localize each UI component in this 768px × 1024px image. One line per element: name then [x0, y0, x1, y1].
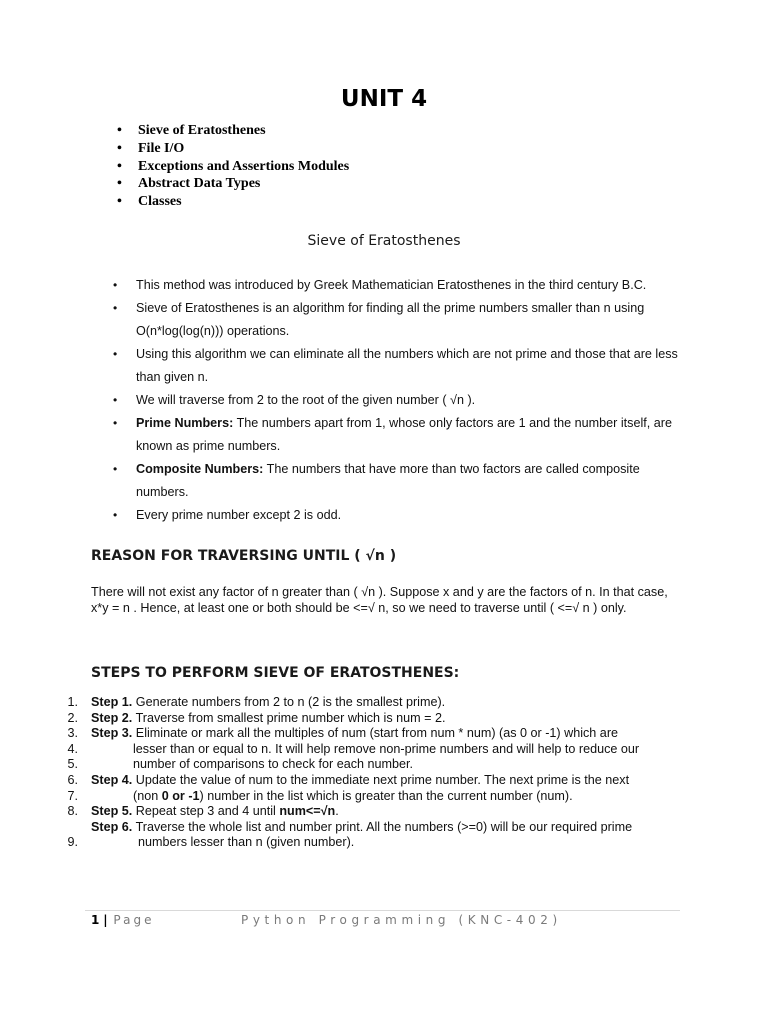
step-number: 6.	[67, 772, 78, 787]
step-row	[0, 695, 768, 711]
step-row	[0, 711, 768, 727]
step-bold-text: num<=√n	[279, 804, 336, 819]
bullet-label: Composite Numbers:	[136, 462, 264, 476]
step-number: 2.	[67, 710, 78, 725]
bullet-item	[110, 412, 690, 458]
page-separator: |	[103, 913, 108, 927]
step-row	[0, 726, 768, 742]
step-label: Step 1.	[91, 695, 133, 709]
step-text: Traverse the whole list and number print. All the numbers (>=0) will be our required prime	[132, 819, 633, 834]
bullet-item: • Every prime number except 2 is odd.	[110, 504, 690, 527]
bullet-label: Prime Numbers:	[136, 416, 234, 430]
step-number: 4.	[67, 741, 78, 756]
step-label: Step 6.	[91, 819, 133, 834]
step-row	[0, 804, 768, 820]
page-label: Page	[113, 913, 155, 927]
step-label: Step 5.	[91, 804, 133, 819]
step-text: number of comparisons to check for each number.	[133, 757, 414, 772]
bullet-item: • We will traverse from 2 to the root of the given number ( √n ).	[110, 389, 690, 412]
topic-item: • File I/O	[109, 140, 349, 158]
topic-item: • Sieve of Eratosthenes	[109, 122, 349, 140]
page-number: 1	[91, 913, 100, 927]
step-row	[0, 742, 768, 758]
step-label: Step 3.	[91, 726, 133, 741]
step-text: ) number in the list which is greater than the current number (num).	[199, 788, 573, 803]
step-row	[0, 773, 768, 789]
step-number: 3.	[67, 726, 78, 741]
topic-item: • Abstract Data Types	[109, 175, 349, 193]
section-heading-steps: STEPS TO PERFORM SIEVE OF ERATOSTHENES:	[91, 665, 460, 681]
step-text: Eliminate or mark all the multiples of num (start from num * num) (as 0 or -1) which are	[132, 726, 619, 741]
step-row	[0, 757, 768, 773]
page-footer	[91, 913, 681, 927]
bullet-item: • Sieve of Eratosthenes is an algorithm for finding all the prime numbers smaller than n using O(n*log(log(n))) operations.	[110, 297, 690, 343]
page-title: UNIT 4	[340, 86, 428, 112]
section-heading-sieve: Sieve of Eratosthenes	[307, 233, 461, 249]
step-text: .	[335, 804, 339, 819]
topic-item: • Exceptions and Assertions Modules	[109, 158, 349, 176]
step-text: numbers lesser than n (given number).	[138, 835, 355, 850]
step-number: 9.	[67, 835, 78, 850]
steps-list	[0, 695, 768, 851]
step-text: (non	[133, 788, 162, 803]
step-text: Traverse from smallest prime number which is num = 2.	[132, 710, 446, 725]
step-row	[0, 820, 768, 836]
reason-paragraph: There will not exist any factor of n greater than ( √n ). Suppose x and y are the factors of n. In that case, x*y = n . Hence, at least one or both should be <=√ n, so we need to traverse until ( <=√ n ) only.	[91, 585, 668, 615]
step-row	[0, 789, 768, 805]
step-text: Repeat step 3 and 4 until	[132, 804, 280, 819]
course-title: Python Programming (KNC-402)	[241, 913, 562, 927]
step-text: Generate numbers from 2 to n (2 is the smallest prime).	[132, 695, 446, 709]
footer-divider	[85, 910, 680, 911]
bullet-text: The numbers apart from 1, whose only factors are 1 and the number itself, are known as prime numbers.	[136, 416, 672, 453]
step-text: Update the value of num to the immediate next prime number. The next prime is the next	[132, 772, 630, 787]
step-number: 1.	[67, 695, 78, 709]
topic-item: • Classes	[109, 193, 349, 211]
step-number: 5.	[67, 757, 78, 772]
section-heading-reason: REASON FOR TRAVERSING UNTIL ( √n )	[91, 548, 397, 564]
step-number: 8.	[67, 804, 78, 819]
step-label: Step 2.	[91, 710, 133, 725]
step-label: Step 4.	[91, 772, 133, 787]
bullet-item	[110, 458, 690, 504]
step-text: lesser than or equal to n. It will help remove non-prime numbers and will help to reduce our	[133, 741, 640, 756]
topic-list	[109, 122, 349, 211]
step-row	[0, 835, 768, 851]
bullet-item: • This method was introduced by Greek Mathematician Eratosthenes in the third century B.C.	[110, 274, 690, 297]
intro-bullet-list	[110, 274, 690, 527]
bullet-item: • Using this algorithm we can eliminate all the numbers which are not prime and those that are less than given n.	[110, 343, 690, 389]
bullet-text: The numbers that have more than two factors are called composite numbers.	[136, 462, 640, 499]
step-bold-text: 0 or -1	[161, 788, 200, 803]
step-number: 7.	[67, 788, 78, 803]
